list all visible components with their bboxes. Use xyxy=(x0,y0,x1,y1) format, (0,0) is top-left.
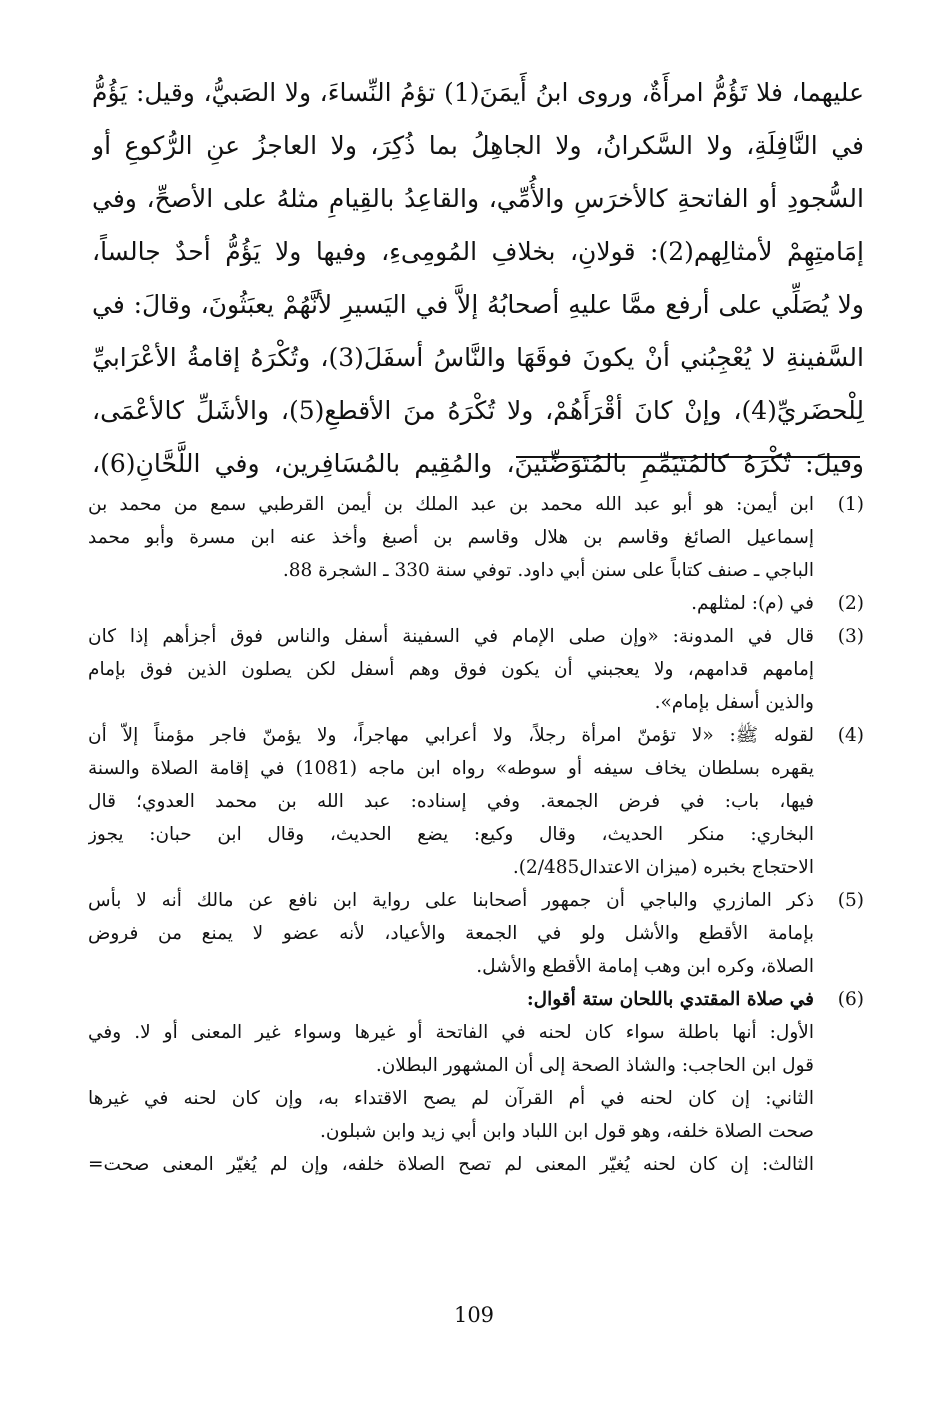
footnote-line: فيها، باب: في فرض الجمعة. وفي إسناده: عبد الله بن محمد العدوي؛ قال xyxy=(88,791,814,812)
main-text-line: وقيلَ: تُكْرَهُ كالمُتَيَمِّمِ بالمُتَوَضِّئينَ، والمُقِيم بالمُسَافِرين، وفي اللَّحَّانِ(6)، xyxy=(92,449,864,478)
page-number: 109 xyxy=(453,1303,495,1327)
footnote-line: يقهره بسلطان يخاف سيفه أو سوطه» رواه ابن ماجه (1081) في إقامة الصلاة والسنة xyxy=(88,758,814,779)
footnote-6-paragraph-1 xyxy=(88,1016,864,1082)
footnote-1 xyxy=(88,488,864,587)
main-text-line: في النَّافِلَةِ، ولا السَّكرانُ، ولا الجاهِلُ بما ذُكِرَ، ولا العاجزُ عنِ الرُّكوعِ أو xyxy=(92,131,864,160)
footnote-6-paragraph-3 xyxy=(88,1148,864,1181)
footnote-6 xyxy=(88,983,864,1016)
footnote-line: لقوله ﷺ: «لا تؤمنّ امرأة رجلاً، ولا أعرابي مهاجراً، ولا يؤمنّ فاجر مؤمناً إلاّ أن xyxy=(88,725,814,746)
footnote-2 xyxy=(88,587,864,620)
main-text-line: إمَامتِهِمْ لأمثالِهم(2): قولانِ، بخلافِ المُومِىءِ، وفيها ولا يَؤُمُّ أحدٌ جالساً، xyxy=(92,237,864,266)
footnote-line: والذين أسفل بإمام». xyxy=(654,692,814,713)
footnote-line: الثاني: إن كان لحنه في أم القرآن لم يصح الاقتداء به، وإن كان لحنه في غيرها xyxy=(88,1088,814,1109)
footnote-number: (6) xyxy=(837,989,864,1010)
footnote-line: ذكر المازري والباجي أن جمهور أصحابنا على رواية ابن نافع عن مالك أنه لا بأس xyxy=(88,890,814,911)
main-text-line: عليهما، فلا تَؤُمُّ امرأَةٌ، وروى ابنُ أَيمَنَ(1) تؤمُ النِّساءَ، ولا الصَبيُّ، وقيل: يَؤُمُّ xyxy=(92,78,864,107)
footnote-line: الاحتجاج بخبره (ميزان الاعتدال2/485). xyxy=(512,857,814,878)
footnote-number: (3) xyxy=(837,626,864,647)
footnote-line: ابن أيمن: هو أبو عبد الله محمد بن عبد الملك بن أيمن القرطبي سمع من محمد بن xyxy=(88,494,814,515)
footnote-number: (2) xyxy=(837,593,864,614)
main-text-block xyxy=(92,66,864,490)
footnote-line: الباجي ـ صنف كتاباً على سنن أبي داود. توفي سنة 330 ـ الشجرة 88. xyxy=(282,560,814,581)
footnote-line: قول ابن الحاجب: والشاذ الصحة إلى أن المشهور البطلان. xyxy=(375,1055,814,1076)
footnote-line: في (م): لمثلهم. xyxy=(691,593,814,614)
main-text-line: لِلْحضَريِّ(4)، وإنْ كانَ أقْرَأَهُمْ، ولا تُكْرَهُ منَ الأقطعِ(5)، والأشَلِّ كالأعْمَى، xyxy=(92,396,864,425)
footnote-3 xyxy=(88,620,864,719)
main-text-line: السَّفينةِ لا يُعْجِبُني أنْ يكونَ فوقَهَا والنَّاسُ أسفَلَ(3)، وتُكْرَهُ إقامةُ الأعْرَابيِّ xyxy=(92,343,864,372)
footnote-line: إسماعيل الصائغ وقاسم بن هلال وقاسم بن أصبغ وأخذ عنه ابن مسرة وأبو محمد xyxy=(88,527,814,548)
footnotes-block xyxy=(88,488,864,1181)
footnote-number: (5) xyxy=(837,890,864,911)
footnote-line: إمامهم قدامهم، ولا يعجبني أن يكون فوق وهم أسفل لكن يصلون الذين فوق بإمام xyxy=(88,659,814,680)
footnote-line: الأول: أنها باطلة سواء كان لحنه في الفاتحة أو غيرها وسواء غير المعنى أو لا. وفي xyxy=(88,1022,814,1043)
footnote-number: (1) xyxy=(837,494,864,515)
main-text-line: السُّجودِ أو الفاتحةِ كالأخرَسِ والأُمِّي، والقاعِدُ بالقِيامِ مثلهُ على الأصحِّ، وفي xyxy=(92,184,864,213)
footnote-line: بإمامة الأقطع والأشل ولو في الجمعة والأعياد، لأنه عضو لا يمنع من فروض xyxy=(88,923,814,944)
footnote-line: صحت الصلاة خلفه، وهو قول ابن اللباد وابن أبي زيد وابن شبلون. xyxy=(319,1121,814,1142)
footnote-4 xyxy=(88,719,864,884)
footnote-line: البخاري: منكر الحديث، وقال وكيع: يضع الحديث، وقال ابن حبان: يجوز xyxy=(88,824,814,845)
main-text-line: ولا يُصَلِّي على أرفع ممَّا عليهِ أصحابُهُ إلاَّ في اليَسيرِ لأنَّهُمْ يعبَثُونَ، وقالَ: في xyxy=(92,290,864,319)
footnote-number: (4) xyxy=(837,725,864,746)
footnote-6-paragraph-2 xyxy=(88,1082,864,1148)
footnote-line: الصلاة، وكره ابن وهب إمامة الأقطع والأشل. xyxy=(476,956,814,977)
footnote-line: الثالث: إن كان لحنه يُغيّر المعنى لم تصح الصلاة خلفه، وإن لم يُغيّر المعنى صحت= xyxy=(88,1154,814,1175)
footnote-5 xyxy=(88,884,864,983)
footnote-line: قال في المدونة: «وإن صلى الإمام في السفينة أسفل والناس فوق أجزأهم إذا كان xyxy=(88,626,814,647)
footnote-divider xyxy=(516,456,860,458)
footnote-heading: في صلاة المقتدي باللحان ستة أقوال: xyxy=(526,989,814,1010)
